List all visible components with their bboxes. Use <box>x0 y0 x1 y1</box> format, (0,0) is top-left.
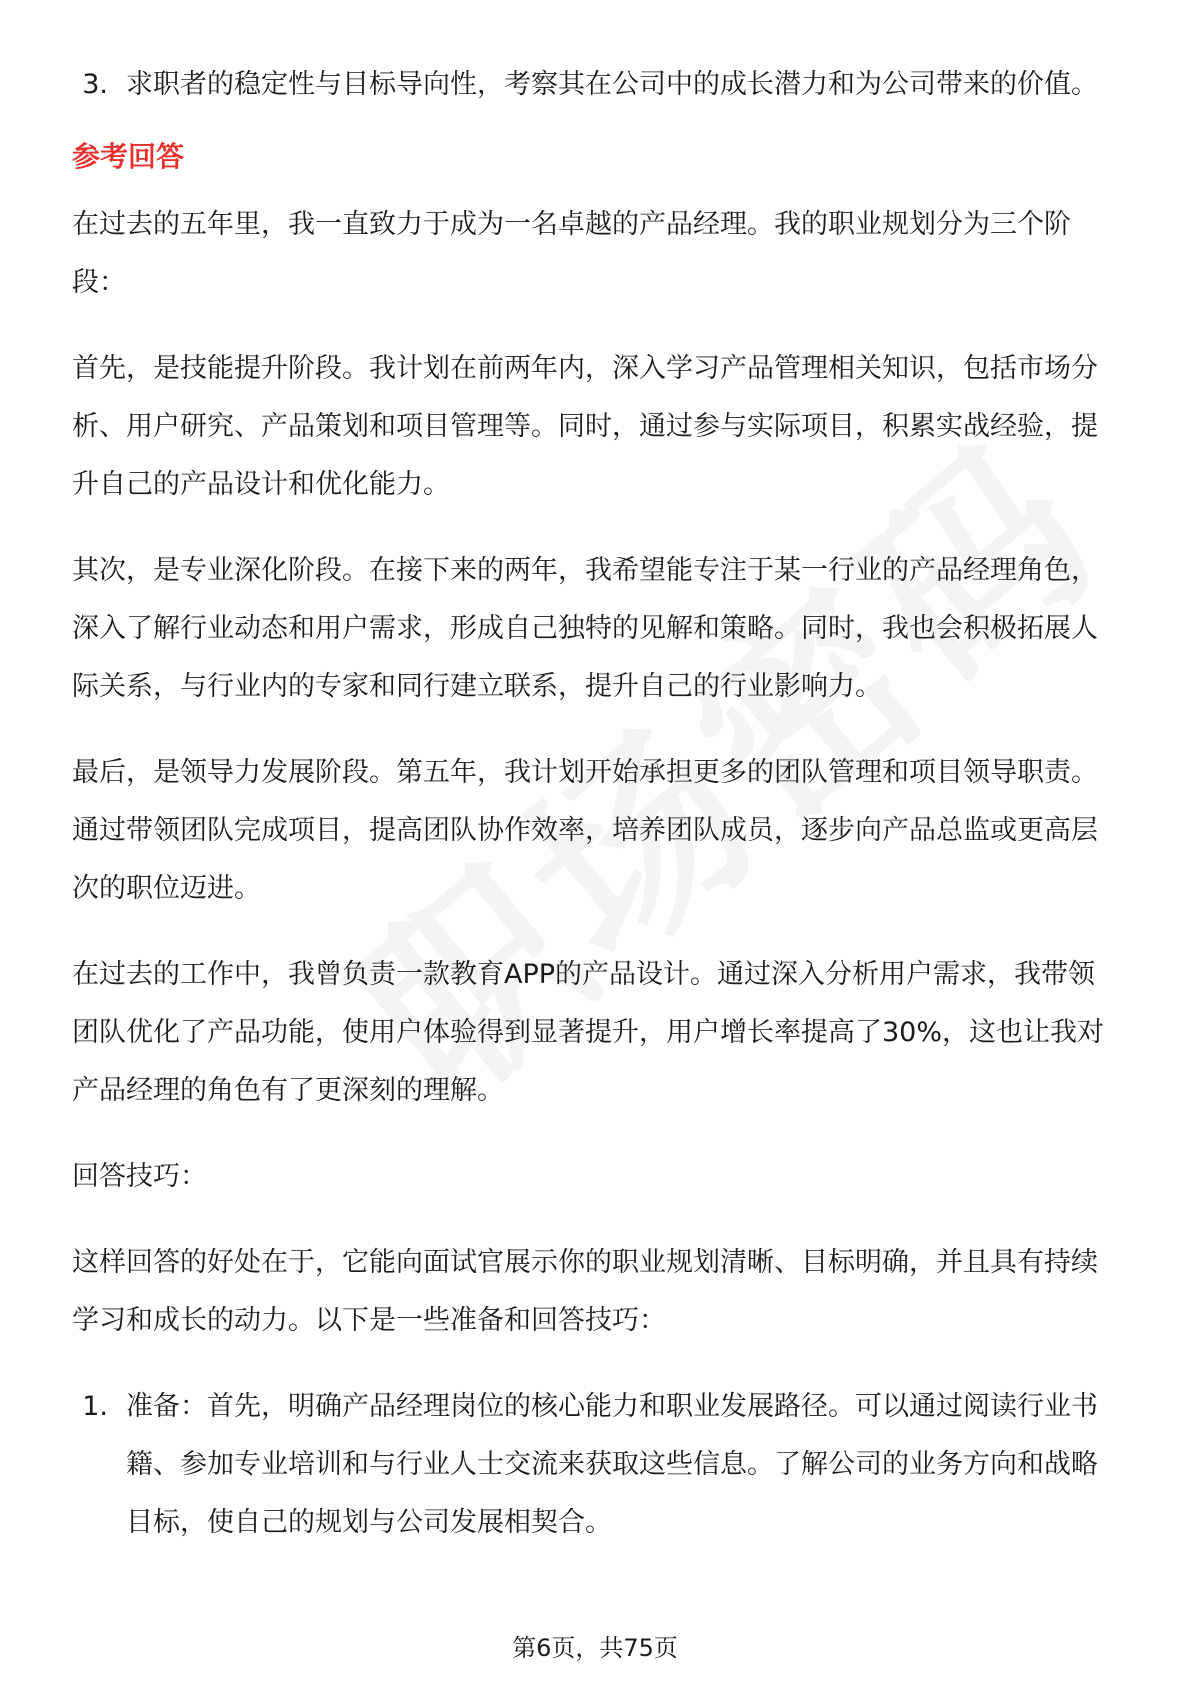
paragraph-stage-3: 最后，是领导力发展阶段。第五年，我计划开始承担更多的团队管理和项目领导职责。通过带领团队完成项目，提高团队协作效率，培养团队成员，逐步向产品总监或更高层次的职位迈进。 <box>72 757 1098 904</box>
document-body <box>72 56 1118 1552</box>
list-item <box>72 1378 1118 1552</box>
paragraph-tips-intro: 这样回答的好处在于，它能向面试官展示你的职业规划清晰、目标明确，并且具有持续学习和成长的动力。以下是一些准备和回答技巧： <box>72 1247 1098 1336</box>
list-text: 准备：首先，明确产品经理岗位的核心能力和职业发展路径。可以通过阅读行业书籍、参加专业培训和与行业人士交流来获取这些信息。了解公司的业务方向和战略目标，使自己的规划与公司发展相契合。 <box>126 1391 1098 1538</box>
paragraph-intro: 在过去的五年里，我一直致力于成为一名卓越的产品经理。我的职业规划分为三个阶段： <box>72 209 1071 298</box>
list-text: 求职者的稳定性与目标导向性，考察其在公司中的成长潜力和为公司带来的价值。 <box>126 69 1098 100</box>
list-item <box>72 56 1118 114</box>
paragraph-stage-2: 其次，是专业深化阶段。在接下来的两年，我希望能专注于某一行业的产品经理角色，深入了解行业动态和用户需求，形成自己独特的见解和策略。同时，我也会积极拓展人际关系，与行业内的专家和同行建立联系，提升自己的行业影响力。 <box>72 555 1098 702</box>
list-number: 3. <box>82 69 108 100</box>
answer-heading: 参考回答 <box>72 140 185 173</box>
paragraph-experience: 在过去的工作中，我曾负责一款教育APP的产品设计。通过深入分析用户需求，我带领团队优化了产品功能，使用户体验得到显著提升，用户增长率提高了30%，这也让我对产品经理的角色有了更深刻的理解。 <box>72 959 1105 1106</box>
paragraph-stage-1: 首先，是技能提升阶段。我计划在前两年内，深入学习产品管理相关知识，包括市场分析、用户研究、产品策划和项目管理等。同时，通过参与实际项目，积累实战经验，提升自己的产品设计和优化能力。 <box>72 353 1098 500</box>
list-number: 1. <box>82 1391 108 1422</box>
page-footer: 第6页，共75页 <box>512 1634 678 1662</box>
tips-heading: 回答技巧： <box>72 1161 207 1192</box>
